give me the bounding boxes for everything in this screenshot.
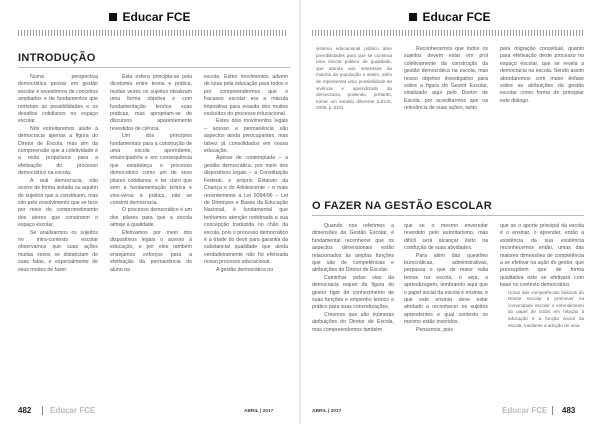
right-page: [300, 0, 600, 424]
paragraph: Caminhar pelas vias da democracia requer da figura do gestor rigor de conhecimento de suas funções e empenho teórico e prático para suas concretizações.: [312, 274, 394, 311]
header-stripe: [18, 30, 288, 36]
footer-magazine: Educar FCE: [50, 406, 96, 415]
footer-divider: [42, 406, 43, 415]
page-number: 482: [18, 406, 32, 415]
text-column-2: [110, 74, 192, 384]
footer-divider: [552, 406, 553, 415]
page-header: [300, 10, 600, 24]
text-column-1: [312, 223, 394, 388]
text-column-3: [500, 223, 584, 388]
paragraph: que se o aporte principal da escola é o ensinar, o aprender, então a existência da sua existência reconhecemos então, umas das maiores dimensões de competência a se efetivar na ação do gestor, que pressupõem que de forma qualitativa este se efetivará com base no contexto democrático.: [500, 223, 584, 289]
text-column-1: [18, 74, 98, 384]
paragraph: Numa perspectiva democrática pensar em gestão escolar é revestirmos de conceitos ampliados e de fundamentos que norteiam as possibilidades e os desafios cotidianos no espaço escolar.: [18, 74, 98, 125]
paragraph: Reconhecemos que todos os sujeitos devem estar em prol coletivamente da construção da gestão democrática na escola, mas nosso objetivo investigativo para sobre a figura do Gestor Escolar, sinalizado aqui pelo Diretor de Escola, por acreditarmos que na relevância de suas ações, tanto: [404, 46, 488, 112]
paragraph: escola. Estes movimentos advém de lutas pela educação para todos e por compreendermos que o fracasso escolar era a mácula impositiva para evasão dos muitos excluídos do processo educacional.: [204, 74, 288, 118]
footer-date: ABRIL | 2017: [244, 409, 274, 414]
paragraph: A gestão democrática no: [216, 266, 274, 273]
text-column-3: [204, 74, 288, 384]
text-column-3-top: [500, 46, 584, 158]
square-bullet-icon: [109, 13, 117, 21]
square-bullet-icon: [409, 13, 417, 21]
section-rule: [18, 67, 290, 68]
footer-magazine: Educar FCE: [502, 406, 548, 415]
paragraph: Para além das questões burocráticas, administrativas, perpassa o que de maior valia temos na escola, o seja, a aprendizagem, lembrando aqui que o papel social da escola é ensinar, e que este ensinar deve estar atrelado a reconhecer os sujeitos aprendentes e qual contexto os mesmo estão inseridos.: [404, 252, 488, 326]
header-title: Educar FCE: [422, 10, 491, 24]
paragraph: O processo democrático é um dos pilares para que a escola almeje a qualidade.: [110, 207, 192, 229]
header-stripe: [312, 30, 584, 36]
footer-date: ABRIL | 2017: [312, 409, 342, 414]
paragraph: Apesar de contemplada – a gestão democrática, por meio dos dispositivos legais – a Constituição Federal, o próprio Estatuto da Criança e do Adolescente – e mais recentemente a Lei 9394/96 – Lei de Diretrizes e Bases da Educação Nacional, é fundamental que tenhamos atenção redobrada a sua concepção traduzida no chão da escola, pois o processo democrático é a tríade do devir para garantia da substancial qualidade que ainda verdadeiramente não foi efetivada nosso processo educacional.: [204, 155, 288, 266]
page-header: [0, 10, 300, 24]
paragraph: Quando nos referimos a dimensões da Gestão Escolar, é fundamental reconhecer que os aspectos dimensionais estão relacionados às amplas funções que são de competências e atribuições do Diretor de Escolar.: [312, 223, 394, 274]
paragraph: que se o mesmo enveredar revestido pelo autoritarismo, mas difícil será alcançar êxito na condução de suas atividades.: [404, 223, 488, 252]
section-title-introducao: INTRODUÇÃO: [18, 52, 96, 64]
citation-block: Umas das competências básicas do Diretor escolar é promover na comunidade escolar o entendimento do papel de todos em relação à educação e a função social da escola, mediante a adoção de uma: [508, 289, 584, 328]
section-rule: [312, 215, 584, 216]
paragraph: Estes dois movimentos legais – acesso e permanência são aspectos ainda preocupantes, mas talvez já consolidados em nossa educação.: [204, 118, 288, 155]
citation-column: [312, 46, 392, 158]
text-column-2: [404, 223, 488, 388]
text-column-2-top: [404, 46, 488, 158]
paragraph: para migração conceitual, quanto para efetivação deste processo no espaço escolar, que se revela a democracia na escola. Sendo assim abordaremos com maior ênfase sobre as atribuições da gestão escolar como forma de principiar este diálogo.: [500, 46, 584, 104]
paragraph: Um dos princípios fundamentais para a construção de uma escola aprendente, emancipatória e em consequência que estabeleça o processo democrático como um de seus pilares cotidianos, é ter claro que sem a fundamentação teórica e vice-versa a prática, não se constrói democracia.: [110, 133, 192, 206]
header-title: Educar FCE: [122, 10, 191, 24]
citation-block: sistema educacional público abre possibilidades para que se construa uma escola pública de qualidade, que atenda aos interesses da maioria da população e assim, além de representar uma possibilidade de vivência e aprendizado da democracia, podendo, portanto, tornar um sentido diferente (LÉLIS, 2006, p. 510).: [316, 46, 392, 111]
section-title-fazer-gestao: O FAZER NA GESTÃO ESCOLAR: [312, 200, 493, 212]
paragraph: A real democracia, não ocorre de forma isolada ou aquém de sujeitos que a constituem, mas sim pelo envolvimento que se tece por meio do comprometimento dos atores que constroem o espaço escolar.: [18, 177, 98, 229]
paragraph: Pensemos, pois: [416, 326, 453, 333]
paragraph: Nós estreitaremos alude à democracia apenas a figura do Diretor de Escola, mas sim da compreensão que a coletividade é a mola propulsora para a efetivação do processo democrático na escola.: [18, 125, 98, 177]
paragraph: Efetivamos por meio dos dispositivos legais o acesso à educação, e por eles também ensejamos esforços para a efetivação da permanência do aluno na: [110, 229, 192, 273]
paragraph: Se analisarmos os sujeitos no intra-contexto escolar observamos que suas ações muitas vezes se distanciam de suas falas, e especialmente de seus modos de fazer.: [18, 229, 98, 273]
paragraph: Esta esfera principia-se pela dicotomia entre teoria e prática, muitas vezes os sujeitos idealizam uma forma objetiva e com fundamentação teórica suas práticas, mas apropriam-se de discursos aparentemente revestidos de ciência.: [110, 74, 192, 132]
page-number: 483: [562, 406, 576, 415]
paragraph: Creemos que são inúmeras atribuições do Diretor de Escola, mas compreendemos também: [312, 311, 394, 333]
